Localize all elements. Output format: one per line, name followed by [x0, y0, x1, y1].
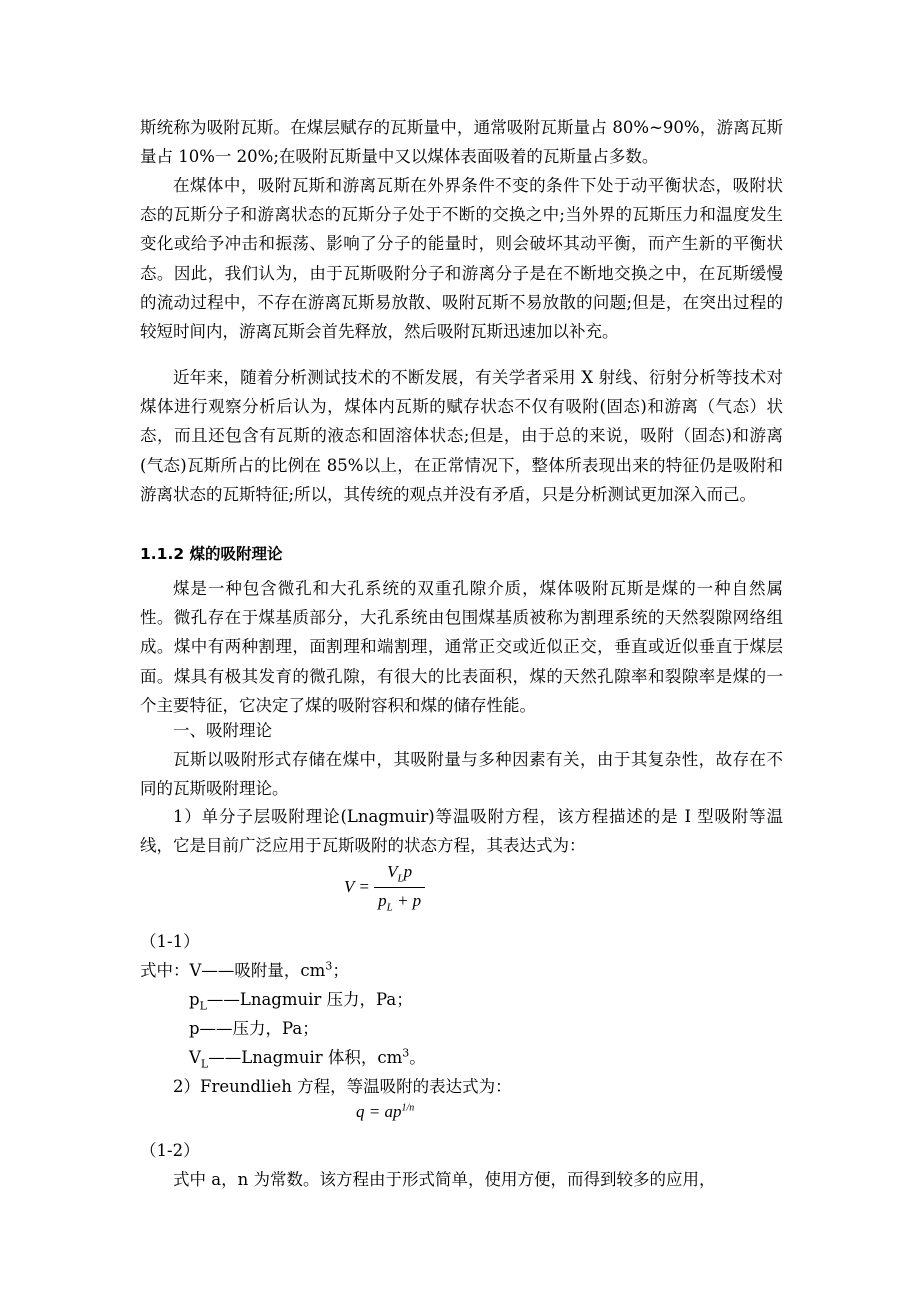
- paragraph-constants: 式中 a，n 为常数。该方程由于形式简单，使用方便，而得到较多的应用，: [173, 1170, 716, 1189]
- paragraph-recent-analysis: 近年来，随着分析测试技术的不断发展，有关学者采用 X 射线、衍射分析等技术对煤体进行观察分析后认为，煤体内瓦斯的赋存状态不仅有吸附(固态)和游离（气态）状态，而且还包含有瓦斯的液态和固溶体状态;但是，由于总的来说，吸附（固态)和游离(气态)瓦斯所占的比例在 85%以上，在正常情况下，整体所表现出来的特征仍是吸附和游离状态的瓦斯特征;所以，其传统的观点并没有矛盾，只是分析测试更加深入而己。: [140, 368, 783, 504]
- section-heading: 1.1.2 煤的吸附理论: [140, 545, 283, 563]
- equation-denominator: $p_L + p$: [374, 887, 425, 913]
- definition-p: p——压力，Pa；: [189, 1019, 319, 1038]
- definition-VL: $V_L——Lnagmuir$ 体积，$cm^3$。: [189, 1046, 426, 1071]
- paragraph-langmuir: 1）单分子层吸附理论(Lnagmuir)等温吸附方程，该方程描述的是 I 型吸附等温线，它是目前广泛应用于瓦斯吸附的状态方程，其表达式为：: [140, 807, 783, 856]
- paragraph-adsorption-intro: 瓦斯以吸附形式存储在煤中，其吸附量与多种因素有关，由于其复杂性，故存在不同的瓦斯吸附理论。: [140, 750, 783, 799]
- equation-numerator: $V_Lp$: [387, 862, 413, 885]
- equation-number-1-2: （1-2）: [140, 1141, 200, 1160]
- equation-fraction: [374, 862, 425, 914]
- definition-V: 式中：V——吸附量，$cm^3$；: [140, 959, 349, 980]
- equation2-exponent: 1/n: [401, 1102, 415, 1114]
- equation-number-1-1: （1-1）: [140, 932, 200, 951]
- equation-lhs: V =: [344, 876, 370, 896]
- paragraph-adsorbed-gas-ratio: 斯统称为吸附瓦斯。在煤层赋存的瓦斯量中，通常吸附瓦斯量占 80%~90%，游离瓦斯量占 10%一 20%;在吸附瓦斯量中又以煤体表面吸着的瓦斯量占多数。: [140, 118, 783, 167]
- equation2-base: q = ap: [356, 1102, 402, 1121]
- paragraph-freundlich: 2）Freundlieh 方程，等温吸附的表达式为：: [173, 1077, 512, 1096]
- freundlich-equation: [356, 1102, 414, 1122]
- subsection-adsorption-theory: 一、吸附理论: [173, 721, 272, 740]
- paragraph-coal-pores: 煤是一种包含微孔和大孔系统的双重孔隙介质，煤体吸附瓦斯是煤的一种自然属性。微孔存在于煤基质部分，大孔系统由包围煤基质被称为割理系统的天然裂隙网络组成。煤中有两种割理，面割理和端割理，通常正交或近似正交，垂直或近似垂直于煤层面。煤具有极其发育的微孔隙，有很大的比表面积，煤的天然孔隙率和裂隙率是煤的一个主要特征，它决定了煤的吸附容积和煤的储存性能。: [140, 579, 783, 715]
- langmuir-equation: [344, 862, 425, 914]
- definition-pL: $p_L——Lnagmuir$ 压力，Pa；: [189, 990, 413, 1013]
- paragraph-dynamic-equilibrium: 在煤体中，吸附瓦斯和游离瓦斯在外界条件不变的条件下处于动平衡状态，吸附状态的瓦斯分子和游离状态的瓦斯分子处于不断的交换之中;当外界的瓦斯压力和温度发生变化或给予冲击和振荡、影响了分子的能量时，则会破坏其动平衡，而产生新的平衡状态。因此，我们认为，由于瓦斯吸附分子和游离分子是在不断地交换之中，在瓦斯缓慢的流动过程中，不存在游离瓦斯易放散、吸附瓦斯不易放散的问题;但是，在突出过程的较短时间内，游离瓦斯会首先释放，然后吸附瓦斯迅速加以补充。: [140, 176, 783, 342]
